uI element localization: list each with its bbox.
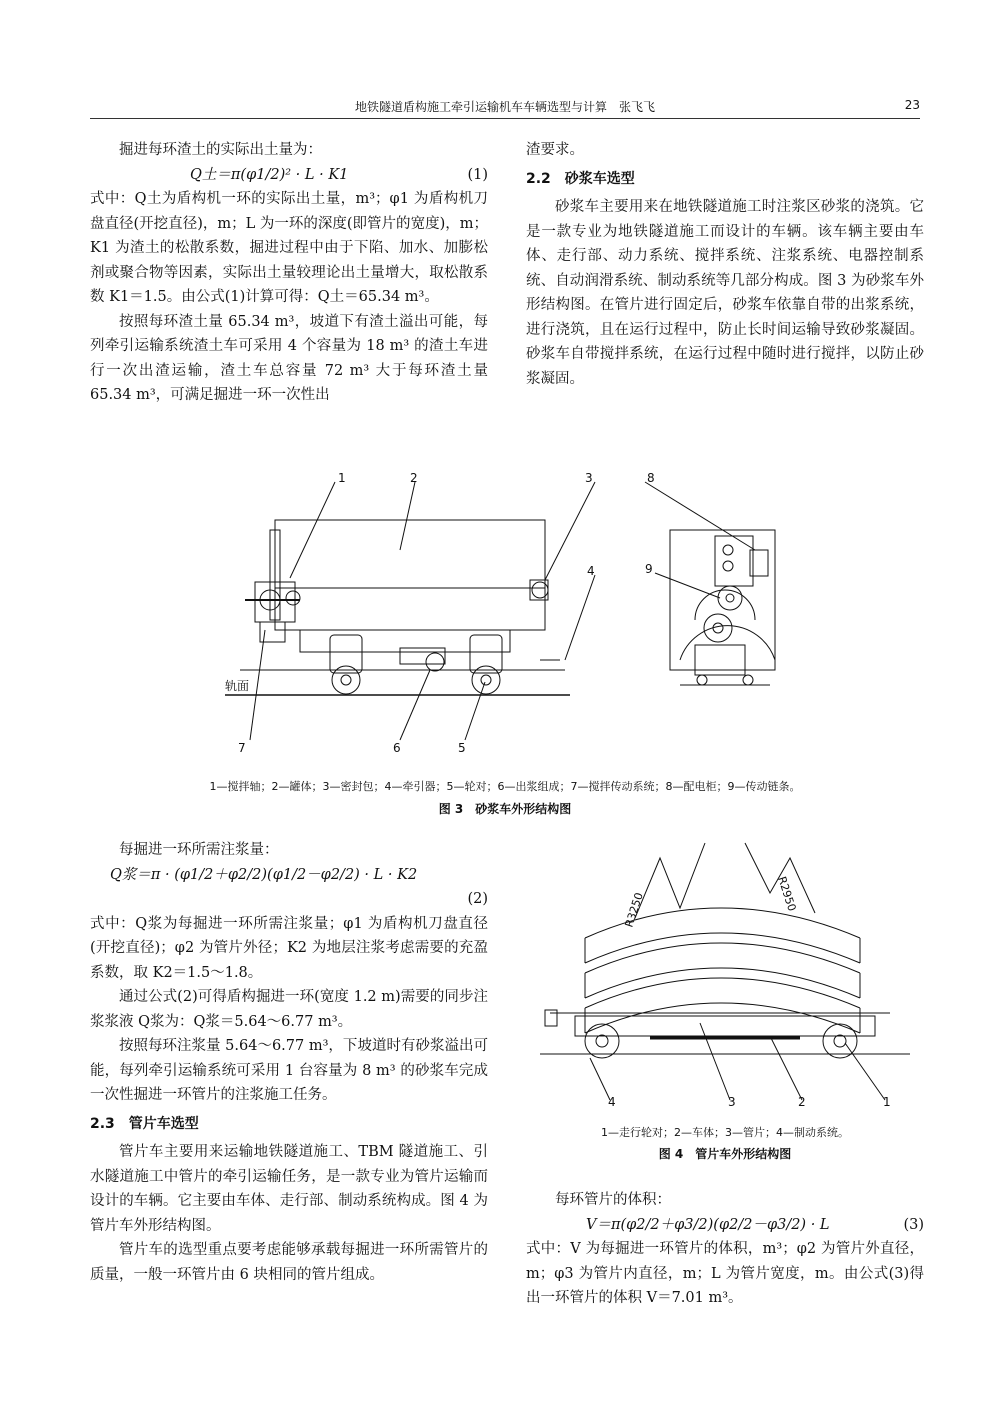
section-heading: 2.2 砂浆车选型 <box>526 170 635 187</box>
paragraph: 式中：Q浆为每掘进一环所需注浆量；φ1 为盾构机刀盘直径(开挖直径)；φ2 为管片外径；K2 为地层注浆考虑需要的充盈系数，取 K2＝1.5～1.8。 <box>90 915 488 981</box>
paragraph: 管片车的选型重点要考虑能够承载每掘进一环所需管片的质量，一般一环管片由 6 块相同的管片组成。 <box>90 1242 488 1283</box>
paragraph: 掘进每环渣土的实际出土量为： <box>119 142 322 158</box>
equation-body: Q浆＝π · (φ1/2＋φ2/2)(φ1/2－φ2/2) · L · K2 <box>110 866 418 883</box>
paragraph: 渣要求。 <box>526 142 584 158</box>
equation-number: (1) <box>467 166 488 183</box>
fig3-legend: 1—搅拌轴；2—罐体；3—密封包；4—牵引器；5—轮对；6—出浆组成；7—搅拌传动系统；8—配电柜；9—传动链条。 <box>209 780 801 793</box>
fig4-radius-1: R3250 <box>622 891 646 929</box>
page-number: 23 <box>904 98 920 112</box>
running-header <box>90 96 920 119</box>
fig3-callout-7: 7 <box>238 741 246 755</box>
header-title: 地铁隧道盾构施工牵引运输机车车辆选型与计算 张飞飞 <box>354 100 655 114</box>
fig3-callout-1: 1 <box>338 471 346 485</box>
fig4-legend: 1—走行轮对；2—车体；3—管片；4—制动系统。 <box>601 1126 849 1139</box>
left-column-top <box>90 138 488 408</box>
paragraph: 按照每环渣土量 65.34 m³，坡道下有渣土溢出可能，每列牵引运输系统渣土车可采用 4 个容量为 18 m³ 的渣土车进行一次出渣运输，渣土车总容量 72 m³ 大于每环渣土量 65.34 m³，可满足掘进一环一次性出 <box>90 313 488 403</box>
fig4-callout-4: 4 <box>608 1095 616 1109</box>
tank-body <box>275 520 545 630</box>
fig4-callout-2: 2 <box>798 1095 806 1109</box>
fig3-callout-3: 3 <box>585 471 593 485</box>
figure-3-drawing <box>200 470 800 770</box>
equation-1 <box>90 163 488 188</box>
equation-3 <box>526 1213 924 1238</box>
fig3-callout-6: 6 <box>393 741 401 755</box>
left-column-bottom <box>90 838 488 1287</box>
section-heading: 2.3 管片车选型 <box>90 1115 199 1132</box>
paragraph: 式中：Q土为盾构机一环的实际出土量，m³；φ1 为盾构机刀盘直径(开挖直径)，m；L 为一环的深度(即管片的宽度)，m；K1 为渣土的松散系数，掘进过程中由于下陷、加水、加膨松剂或聚合物等因素，实际出土量较理论出土量增大，取松散系数 K1＝1.5。由公式(1)计算可得：Q土＝65.34 m³。 <box>90 191 488 305</box>
fig3-title: 图 3 砂浆车外形结构图 <box>438 802 572 816</box>
equation-body: V＝π(φ2/2＋φ3/2)(φ2/2－φ3/2) · L <box>586 1216 830 1233</box>
fig3-callout-9: 9 <box>645 562 653 576</box>
equation-body: Q土＝π(φ1/2)² · L · K1 <box>190 166 349 183</box>
figure-4-drawing <box>540 838 910 1113</box>
fig3-callout-8: 8 <box>647 471 655 485</box>
right-column-top <box>526 138 924 391</box>
paragraph: 式中：V 为每掘进一环管片的体积，m³；φ2 为管片外直径，m；φ3 为管片内直径，m；L 为管片宽度，m。由公式(3)得出一环管片的体积 V＝7.01 m³。 <box>526 1241 924 1306</box>
paragraph: 每掘进一环所需注浆量： <box>119 842 279 858</box>
equation-number: (3) <box>903 1216 924 1233</box>
fig3-callout-5: 5 <box>458 741 466 755</box>
fig4-callout-1: 1 <box>883 1095 891 1109</box>
fig3-callout-2: 2 <box>410 471 418 485</box>
paragraph: 砂浆车主要用来在地铁隧道施工时注浆区砂浆的浇筑。它是一款专业为地铁隧道施工而设计的车辆。该车辆主要由车体、走行部、动力系统、搅拌系统、注浆系统、电器控制系统、自动润滑系统、制动系统等几部分构成。图 3 为砂浆车外形结构图。在管片进行固定后，砂浆车依靠自带的出浆系统，进行浇筑，且在运行过程中，防止长时间运输导致砂浆凝固。砂浆车自带搅拌系统，在运行过程中随时进行搅拌，以防止砂浆凝固。 <box>526 199 924 387</box>
equation-2 <box>90 863 488 888</box>
fig3-callout-4: 4 <box>587 564 595 578</box>
paragraph: 按照每环注浆量 5.64～6.77 m³，下坡道时有砂浆溢出可能，每列牵引运输系统可采用 1 台容量为 8 m³ 的砂浆车完成一次性掘进一环管片的注浆施工任务。 <box>90 1038 488 1103</box>
fig4-title: 图 4 管片车外形结构图 <box>658 1147 792 1161</box>
equation-number: (2) <box>467 891 488 907</box>
paragraph: 每环管片的体积： <box>555 1192 671 1208</box>
paragraph: 通过公式(2)可得盾构掘进一环(宽度 1.2 m)需要的同步注浆浆液 Q浆为：Q浆＝5.64～6.77 m³。 <box>90 989 488 1030</box>
fig4-callout-3: 3 <box>728 1095 736 1109</box>
fig4-radius-2: R2950 <box>775 874 799 913</box>
right-column-bottom <box>526 1188 924 1311</box>
paragraph: 管片车主要用来运输地铁隧道施工、TBM 隧道施工、引水隧道施工中管片的牵引运输任务，是一款专业为管片运输而设计的车辆。它主要由车体、走行部、制动系统构成。图 4 为管片车外形结构图。 <box>90 1144 488 1234</box>
fig3-rail-label: 轨面 <box>225 679 250 693</box>
